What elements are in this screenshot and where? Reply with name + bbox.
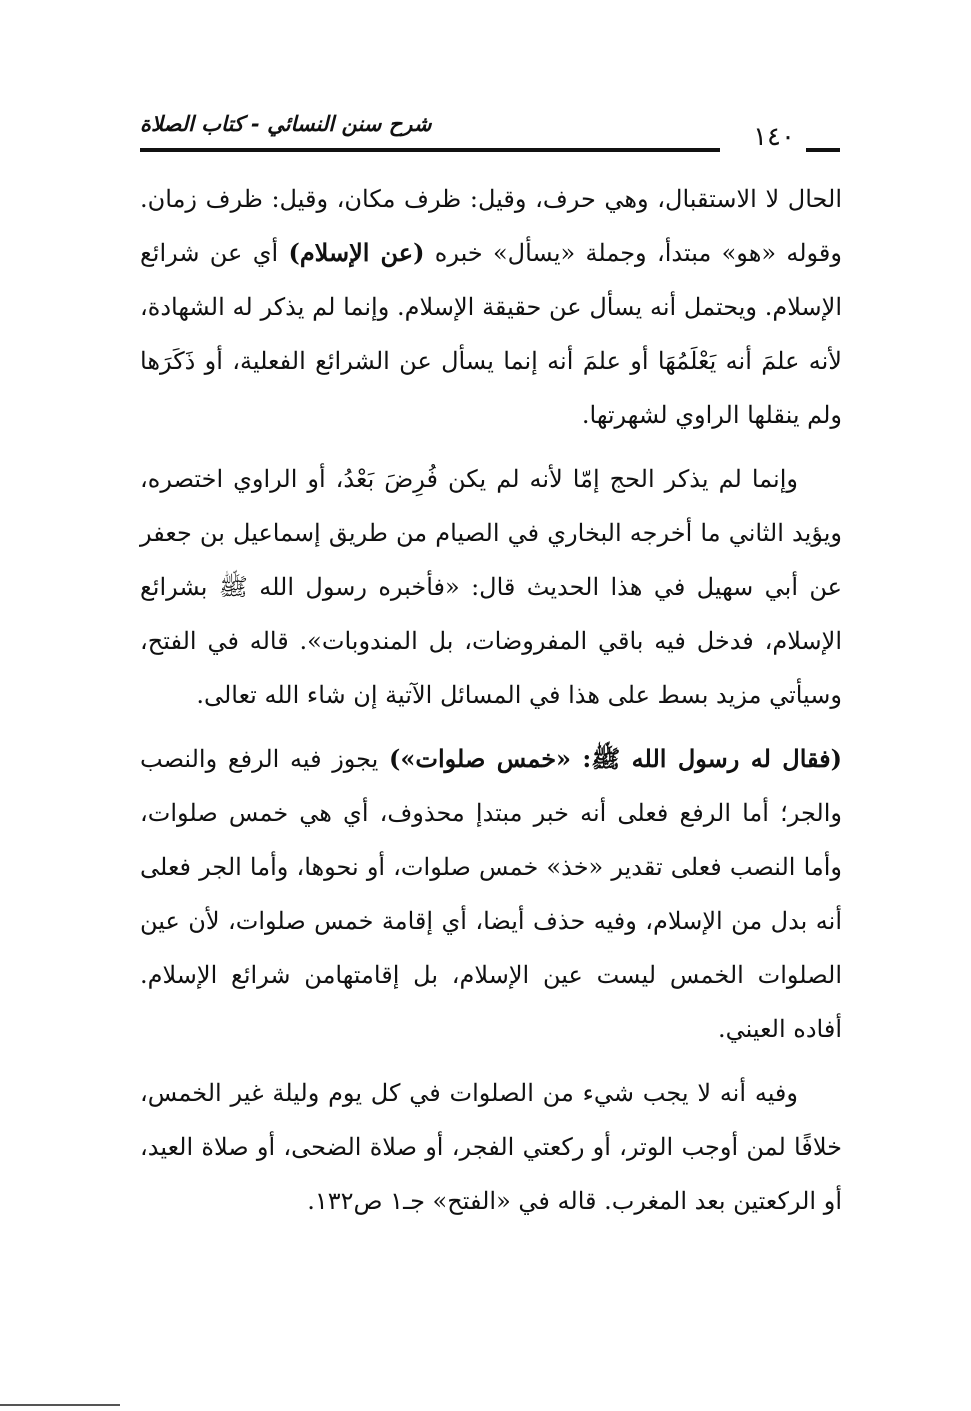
paragraph-4 [140,1066,842,1228]
page-number: ١٤٠ [753,122,795,152]
paragraph-1 [140,172,842,442]
bold-term-an-al-islam: (عن الإسلام) [288,238,425,267]
paragraph-1-text-b: أي عن شرائع الإسلام. ويحتمل أنه يسأل عن حقيقة الإسلام. وإنما لم يذكر له الشهادة، لأنه علمَ أنه يَعْلَمُهَا أو علمَ أنه إنما يسأل عن الشرائع الفعلية، أو ذَكَرَها ولم ينقلها الراوي لشهرتها. [140,239,842,429]
header-rule [140,148,720,152]
paragraph-1-text-a: الحال لا الاستقبال، وهي حرف، وقيل: ظرف مكان، وقيل: ظرف زمان. وقوله «هو» مبتدأ، وجملة «يسأل» خبره [140,185,842,267]
footer-rule [0,1404,120,1406]
paragraph-3 [140,732,842,1056]
paragraph-2-text: وإنما لم يذكر الحج إمّا لأنه لم يكن فُرِضَ بَعْدُ، أو الراوي اختصره، ويؤيد الثاني ما أخرجه البخاري في الصيام من طريق إسماعيل بن جعفر عن أبي سهيل في هذا الحديث قال: «فأخبره رسول الله ﷺ بشرائع الإسلام، فدخل فيه باقي المفروضات، بل المندوبات». قاله في الفتح، وسيأتي مزيد بسط على هذا في المسائل الآتية إن شاء الله تعالى. [140,465,842,709]
page-number-dash [806,148,840,152]
body-text [140,172,842,1238]
paragraph-2 [140,452,842,722]
page-header [140,108,840,158]
paragraph-3-text: يجوز فيه الرفع والنصب والجر؛ أما الرفع فعلى أنه خبر مبتدإ محذوف، أي هي خمس صلوات، وأما النصب فعلى تقدير «خذ» خمس صلوات، أو نحوها، وأما الجر فعلى أنه بدل من الإسلام، وفيه حذف أيضا، أي إقامة خمس صلوات، لأن عين الصلوات الخمس ليست عين الإسلام، بل إقامتهامن شرائع الإسلام. أفاده العيني. [140,745,842,1043]
bold-hadith-quote: (فقال له رسول الله ﷺ: «خمس صلوات») [389,744,843,773]
running-title: شرح سنن النسائي - كتاب الصلاة [140,112,432,136]
paragraph-4-text: وفيه أنه لا يجب شيء من الصلوات في كل يوم وليلة غير الخمس، خلافًا لمن أوجب الوتر، أو ركعتي الفجر، أو صلاة الضحى، أو صلاة العيد، أو الركعتين بعد المغرب. قاله في «الفتح» جـ١ ص١٣٢. [140,1079,842,1215]
